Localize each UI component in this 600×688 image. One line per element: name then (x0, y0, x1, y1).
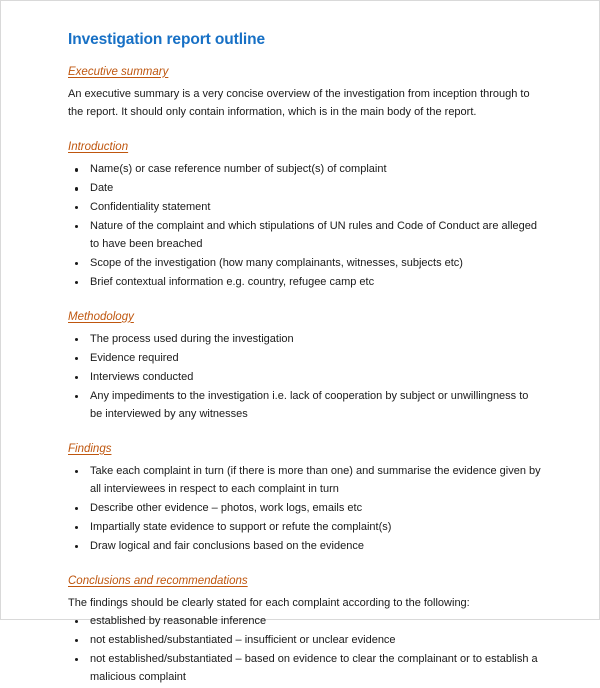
section-heading-methodology: Methodology (68, 310, 134, 323)
section-heading-executive-summary: Executive summary (68, 65, 169, 78)
list-item: Brief contextual information e.g. country, refugee camp etc (68, 274, 542, 292)
list-item: Nature of the complaint and which stipulations of UN rules and Code of Conduct are alleged to have been breached (68, 218, 542, 254)
list-item: Date (68, 180, 542, 198)
section-conclusions-and-recommendations (68, 571, 542, 687)
section-spacer (68, 122, 542, 137)
list-item: Name(s) or case reference number of subject(s) of complaint (68, 161, 542, 179)
section-methodology (68, 307, 542, 424)
section-paragraph: An executive summary is a very concise overview of the investigation from inception through to the report. It should only contain information, which is in the main body of the report. (68, 87, 530, 118)
list-item: The process used during the investigation (68, 331, 542, 349)
section-spacer (68, 557, 542, 571)
section-spacer (68, 425, 542, 439)
section-heading-findings: Findings (68, 442, 112, 455)
list-item: Evidence required (68, 350, 542, 368)
section-paragraph: The findings should be clearly stated for each complaint according to the following: (68, 596, 470, 609)
list-item: Draw logical and fair conclusions based on the evidence (68, 538, 542, 556)
section-heading-introduction: Introduction (68, 140, 129, 153)
bullet-list-introduction (68, 161, 542, 291)
bullet-list-conclusions (68, 613, 542, 687)
list-item: Any impediments to the investigation i.e. lack of cooperation by subject or unwillingness to be interviewed by any witnesses (68, 388, 542, 424)
bullet-list-findings (68, 463, 542, 556)
section-spacer (68, 293, 542, 307)
list-item: not established/substantiated – based on evidence to clear the complainant or to establish a malicious complaint (68, 651, 542, 687)
bullet-list-methodology (68, 331, 542, 424)
page-title: Investigation report outline (68, 31, 265, 48)
list-item: Confidentiality statement (68, 199, 542, 217)
section-heading-conclusions-and-recommendations: Conclusions and recommendations (68, 574, 248, 587)
list-item: Describe other evidence – photos, work logs, emails etc (68, 500, 542, 518)
section-findings (68, 439, 542, 556)
document-content (68, 31, 542, 688)
list-item: Scope of the investigation (how many complainants, witnesses, subjects etc) (68, 255, 542, 273)
section-introduction (68, 137, 542, 292)
list-item: established by reasonable inference (68, 613, 542, 631)
list-item: not established/substantiated – insufficient or unclear evidence (68, 632, 542, 650)
list-item: Take each complaint in turn (if there is more than one) and summarise the evidence given by all interviewees in respect to each complaint in turn (68, 463, 542, 499)
section-executive-summary (68, 62, 542, 122)
list-item: Impartially state evidence to support or refute the complaint(s) (68, 519, 542, 537)
list-item: Interviews conducted (68, 369, 542, 387)
